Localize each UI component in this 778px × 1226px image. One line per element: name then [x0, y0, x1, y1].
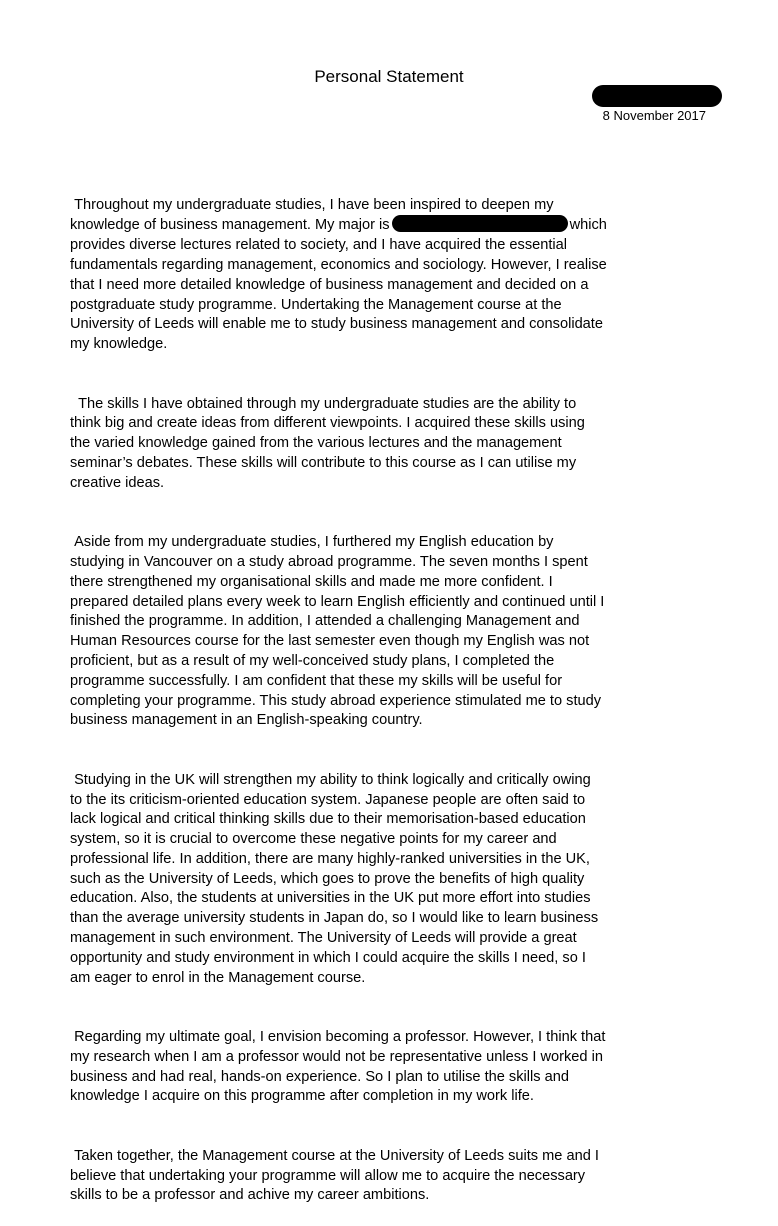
paragraph-goal: Regarding my ultimate goal, I envision becoming a professor. However, I think that my research when I am a professor would not be representative unless I worked in business and had real, hands-on experience. So I plan to utilise the skills and knowledge I acquire on this programme after completion in my work life.: [70, 1029, 606, 1105]
paragraph-conclusion: Taken together, the Management course at the University of Leeds suits me and I believe that undertaking your programme will allow me to acquire the necessary skills to be a professor and achive my career ambitions.: [70, 1147, 599, 1204]
document-date: 8 November 2017: [602, 108, 706, 123]
paragraph-study-abroad: Aside from my undergraduate studies, I furthered my English education by studying in Vancouver on a study abroad programme. The seven months I spent there strengthened my organisational skills and made me more confident. I prepared detailed plans every week to learn English efficiently and continued until I finished the programme. In addition, I attended a challenging Management and Human Resources course for the last semester even though my English was not proficient, but as a result of my well-conceived study plans, I completed the programme successfully. I am confident that these my skills will be useful for completing your programme. This study abroad experience stimulated me to study business management in an English-speaking country.: [70, 534, 605, 729]
paragraph-text: Throughout my undergraduate studies, I have been inspired to deepen my knowledge of business management. My major is: [70, 196, 554, 234]
redacted-major: [392, 215, 568, 232]
page-title: Personal Statement: [314, 67, 464, 86]
statement-body: [70, 156, 710, 1226]
paragraph-introduction: [70, 196, 710, 355]
redacted-name: [592, 85, 722, 107]
paragraph-skills: The skills I have obtained through my undergraduate studies are the ability to think big and create ideas from different viewpoints. I acquired these skills using the varied knowledge gained from the various lectures and the management seminar’s debates. These skills will contribute to this course as I can utilise my creative ideas.: [70, 395, 585, 491]
paragraph-text: which provides diverse lectures related to society, and I have acquired the essential fundamentals regarding management, economics and sociology. However, I realise that I need more detailed knowledge of business management and decided on a postgraduate study programme. Undertaking the Management course at the University of Leeds will enable me to study business management and consolidate my knowledge.: [70, 217, 607, 353]
paragraph-uk-study: Studying in the UK will strengthen my ability to think logically and critically owing to the its criticism-oriented education system. Japanese people are often said to lack logical and critical thinking skills due to their memorisation-based education system, so it is crucial to overcome these negative points for my career and professional life. In addition, there are many highly-ranked universities in the UK, such as the University of Leeds, which goes to prove the benefits of high quality education. Also, the students at universities in the UK put more effort into studies than the average university students in Japan do, so I would like to learn business management in such environment. The University of Leeds will provide a great opportunity and study environment in which I could acquire the skills I need, so I am eager to enrol in the Management course.: [70, 771, 599, 986]
